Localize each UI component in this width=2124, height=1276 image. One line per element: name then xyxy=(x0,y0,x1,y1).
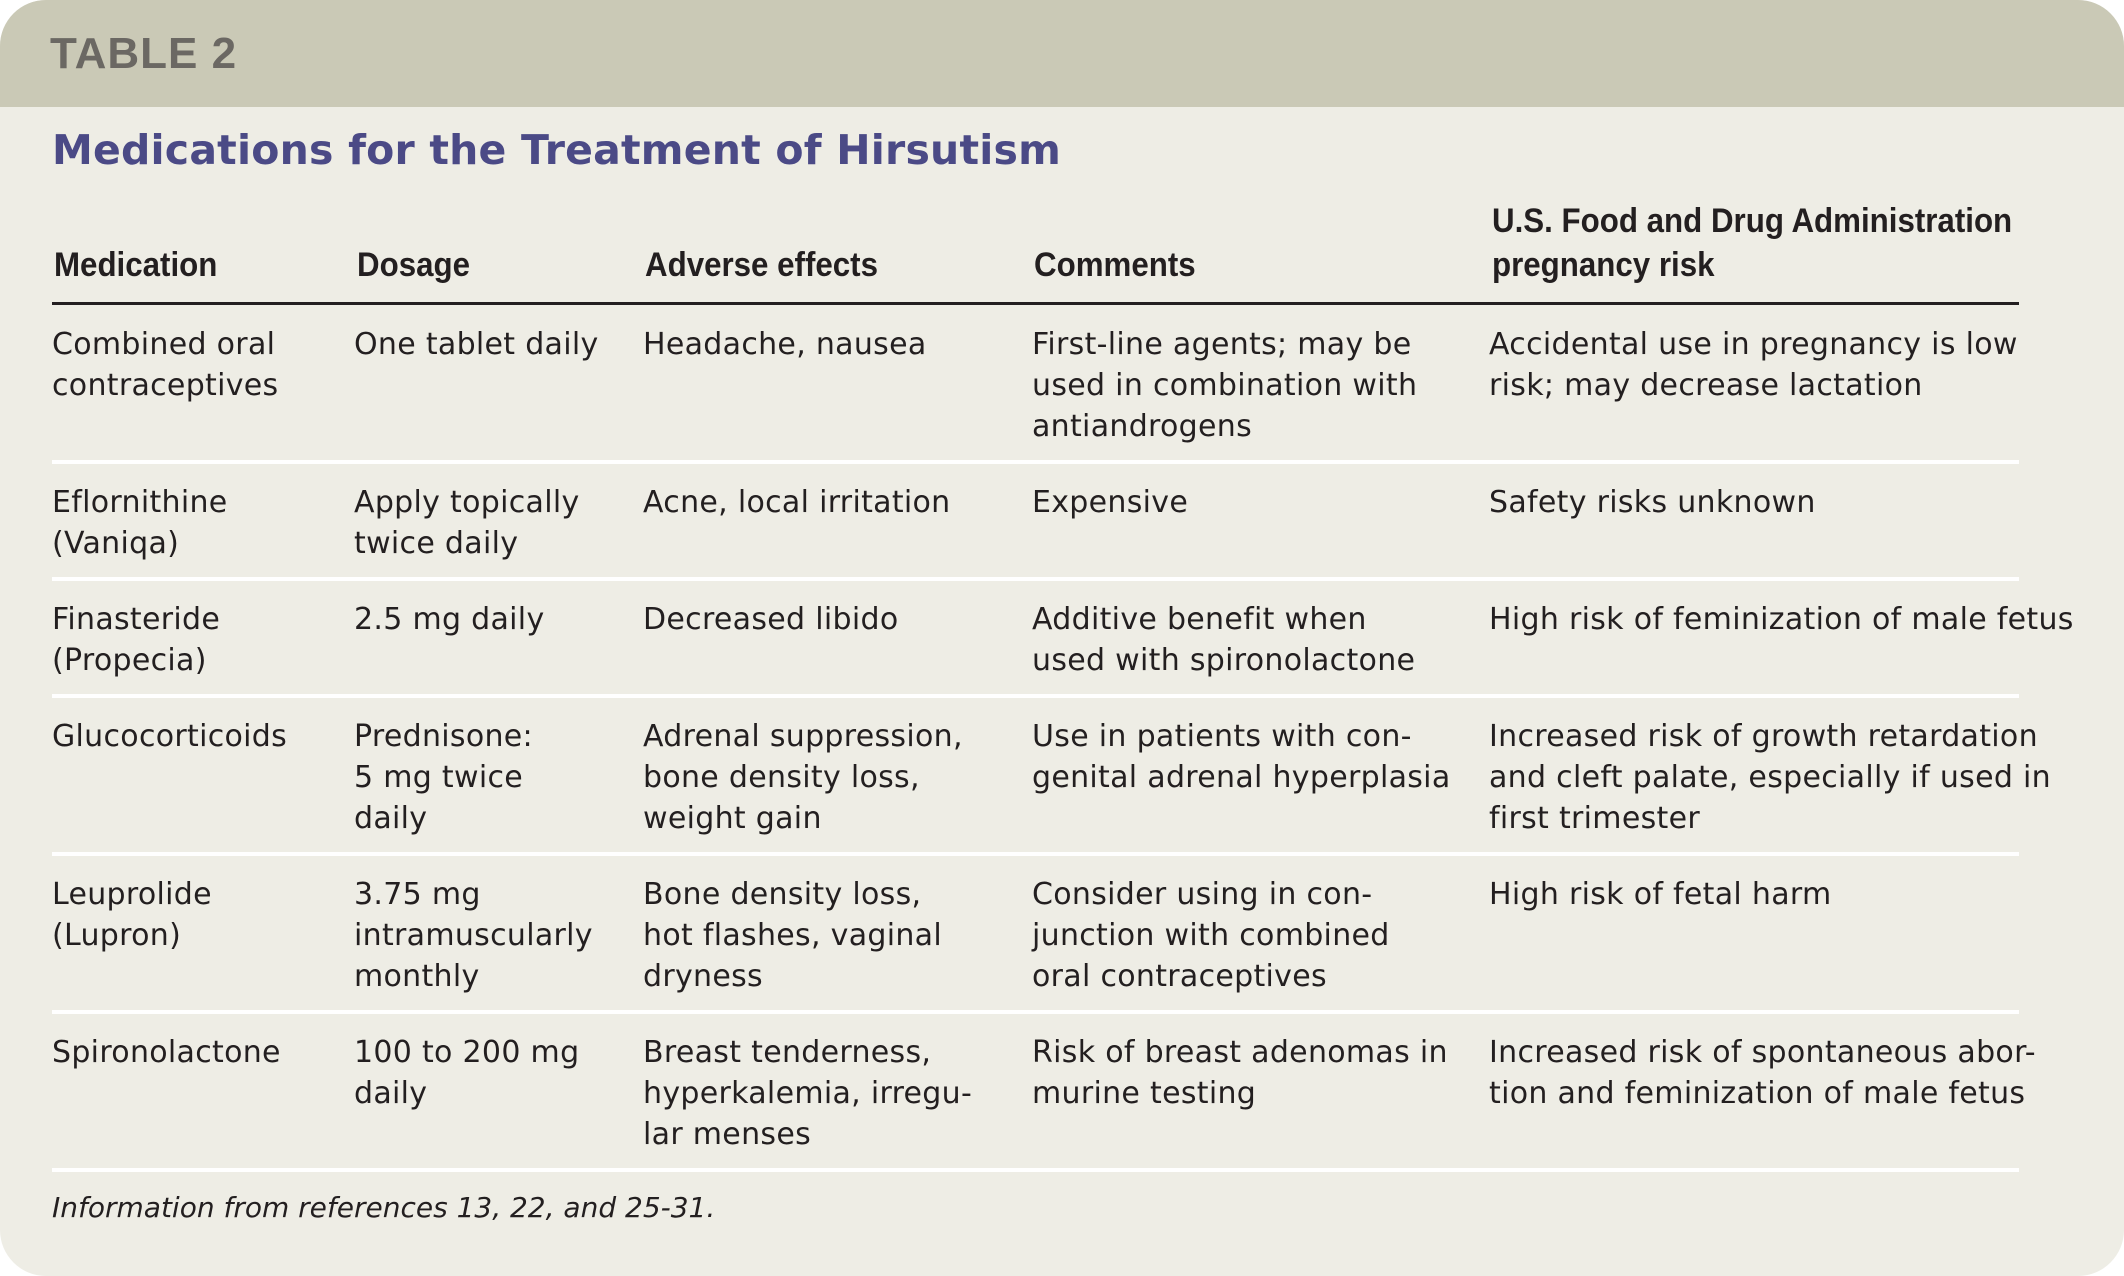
header-medication: Medication xyxy=(54,246,218,284)
table-cell: Increased risk of spontaneous abor- tion and feminization of male fetus xyxy=(1489,1035,2036,1111)
table-cell: 100 to 200 mg daily xyxy=(354,1035,580,1111)
table-cell: 3.75 mg intramuscularly monthly xyxy=(354,877,593,994)
table-cell: First-line agents; may be used in combination with antiandrogens xyxy=(1032,327,1418,444)
row-divider xyxy=(52,577,2019,581)
table-cell: Use in patients with con- genital adrenal hyperplasia xyxy=(1032,719,1451,795)
table-cell: Spironolactone xyxy=(52,1035,281,1070)
header-dosage: Dosage xyxy=(357,246,471,284)
table-label-band xyxy=(0,0,2124,107)
table-cell: Additive benefit when used with spironolactone xyxy=(1032,602,1416,678)
table-cell: High risk of fetal harm xyxy=(1489,877,1832,912)
header-comments: Comments xyxy=(1034,246,1196,284)
table-label: TABLE 2 xyxy=(50,29,238,78)
table-cell: Safety risks unknown xyxy=(1489,485,1816,520)
table-cell: Glucocorticoids xyxy=(52,719,288,754)
table-cell: Breast tenderness, hyperkalemia, irregu- lar menses xyxy=(643,1035,973,1152)
table-cell: Expensive xyxy=(1032,485,1189,520)
table-cell: Headache, nausea xyxy=(643,327,927,362)
table-cell: Finasteride (Propecia) xyxy=(52,602,221,678)
table-cell: Leuprolide (Lupron) xyxy=(52,877,212,953)
table-cell: Apply topically twice daily xyxy=(354,485,580,561)
table-footnote: Information from references 13, 22, and 25-31. xyxy=(52,1191,716,1224)
table-cell: Prednisone: 5 mg twice daily xyxy=(354,719,533,836)
table-cell: Risk of breast adenomas in murine testing xyxy=(1032,1035,1448,1111)
table-cell: Bone density loss, hot flashes, vaginal dryness xyxy=(643,877,942,994)
row-divider xyxy=(52,460,2019,464)
table-cell: Adrenal suppression, bone density loss, weight gain xyxy=(643,719,963,836)
header-fda-pregnancy-risk: U.S. Food and Drug Administration pregnancy risk xyxy=(1492,202,2013,284)
row-divider xyxy=(52,852,2019,856)
table-cell: One tablet daily xyxy=(354,327,599,362)
table-cell: Eflornithine (Vaniqa) xyxy=(52,485,228,561)
table-cell: High risk of feminization of male fetus xyxy=(1489,602,2074,637)
row-divider xyxy=(52,1168,2019,1172)
table-cell: Accidental use in pregnancy is low risk; may decrease lactation xyxy=(1489,327,2018,403)
table-cell: Acne, local irritation xyxy=(643,485,951,520)
table-cell: Consider using in con- junction with combined oral contraceptives xyxy=(1032,877,1390,994)
header-rule xyxy=(52,302,2019,305)
row-divider xyxy=(52,694,2019,698)
header-adverse-effects: Adverse effects xyxy=(645,246,878,284)
table-title: Medications for the Treatment of Hirsutism xyxy=(52,126,1062,174)
table-cell: 2.5 mg daily xyxy=(354,602,545,637)
table-cell: Decreased libido xyxy=(643,602,899,637)
table-cell: Combined oral contraceptives xyxy=(52,327,279,403)
row-divider xyxy=(52,1010,2019,1014)
table-cell: Increased risk of growth retardation and cleft palate, especially if used in first trimester xyxy=(1489,719,2051,836)
